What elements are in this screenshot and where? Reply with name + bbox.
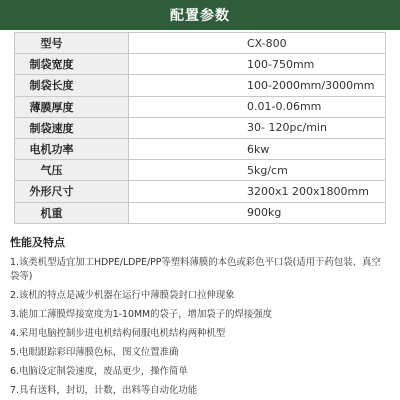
- table-row: [15, 54, 386, 75]
- spec-value: 100-750mm: [129, 54, 386, 75]
- feature-item: 4.采用电脑控制步进电机结构伺服电机结构两种机型: [10, 327, 226, 339]
- table-row: [15, 33, 386, 54]
- spec-key: 薄膜厚度: [15, 96, 129, 117]
- spec-key: 电机功率: [15, 138, 129, 159]
- spec-value: 3200x1 200x1800mm: [129, 181, 386, 202]
- spec-key: 制袋速度: [15, 117, 129, 138]
- spec-table: [14, 32, 386, 224]
- spec-value: 100-2000mm/3000mm: [129, 75, 386, 96]
- section-header: [0, 0, 400, 30]
- feature-item: 2.该机的特点是减少机器在运行中薄膜袋封口拉伸现象: [10, 289, 235, 301]
- spec-value: 0.01-0.06mm: [129, 96, 386, 117]
- table-row: [15, 96, 386, 117]
- table-row: [15, 75, 386, 96]
- features-section: [0, 224, 400, 398]
- spec-key: 制袋长度: [15, 75, 129, 96]
- feature-item: 1.该类机型适宜加工HDPE/LDPE/PP等塑料薄膜的本色或彩色平口袋(适用于药包装、真空袋等): [10, 256, 381, 282]
- table-row: [15, 202, 386, 223]
- spec-value: 5kg/cm: [129, 160, 386, 181]
- spec-value: CX-800: [129, 33, 386, 54]
- spec-key: 机重: [15, 202, 129, 223]
- feature-item: 3.能加工薄膜焊接宽度为1-10MM的袋子，增加袋子的焊接强度: [10, 308, 273, 320]
- table-row: [15, 160, 386, 181]
- spec-key: 气压: [15, 160, 129, 181]
- spec-key: 型号: [15, 33, 129, 54]
- spec-key: 制袋宽度: [15, 54, 129, 75]
- table-row: [15, 138, 386, 159]
- table-row: [15, 181, 386, 202]
- spec-value: 900kg: [129, 202, 386, 223]
- features-title: 性能及特点: [10, 235, 65, 249]
- feature-item: 6.电脑设定制袋速度，废品更少，操作简单: [10, 365, 188, 377]
- feature-item: 7.具有送料，封切，计数，出料等自动化功能: [10, 384, 198, 396]
- table-row: [15, 117, 386, 138]
- spec-value: 30- 120pc/min: [129, 117, 386, 138]
- spec-value: 6kw: [129, 138, 386, 159]
- section-title: 配置参数: [170, 8, 230, 24]
- feature-item: 5.电眼跟踪彩印薄膜色标，图文位置准确: [10, 346, 179, 358]
- spec-key: 外形尺寸: [15, 181, 129, 202]
